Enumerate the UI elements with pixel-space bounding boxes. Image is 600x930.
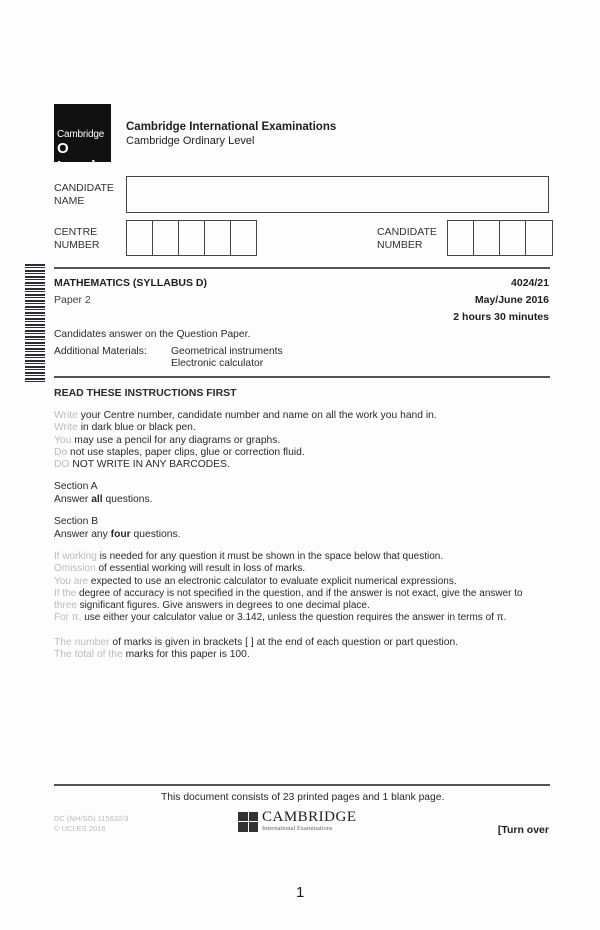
faded-text: You — [54, 434, 72, 446]
org-subtitle: Cambridge Ordinary Level — [126, 135, 255, 147]
brand-subtitle: International Examinations — [262, 825, 333, 832]
label-line: CANDIDATE — [377, 226, 437, 238]
cambridge-shield-icon — [238, 812, 258, 832]
instruction-line — [54, 422, 437, 434]
label-line: NUMBER — [54, 239, 100, 251]
label-line: NAME — [54, 195, 85, 207]
divider — [54, 267, 550, 269]
instruction-text: your Centre number, candidate number and name on all the work you hand in. — [77, 410, 437, 421]
divider — [54, 784, 550, 786]
instruction-text: significant figures. Give answers in degrees to one decimal place. — [76, 600, 370, 612]
cambridge-brand — [238, 810, 357, 833]
candidate-number-field[interactable] — [447, 220, 553, 256]
candidate-name-field[interactable] — [126, 176, 549, 213]
copyright: © UCLES 2016 — [54, 824, 106, 833]
marks-instructions — [54, 637, 458, 662]
instruction-text: use either your calculator value or 3.142, unless the question requires the answer in terms of π. — [81, 612, 507, 624]
instruction-text: not use staples, paper clips, glue or correction fluid. — [67, 446, 305, 458]
instruction-line — [54, 447, 437, 459]
digit-box[interactable] — [448, 221, 474, 255]
label-line: CANDIDATE — [54, 182, 114, 194]
label-line: CENTRE — [54, 226, 98, 238]
instruction-text: in dark blue or black pen. — [77, 422, 196, 434]
instructions-heading: READ THESE INSTRUCTIONS FIRST — [54, 387, 237, 399]
instruction-line — [54, 459, 437, 471]
pages-note: This document consists of 23 printed pages and 1 blank page. — [161, 792, 445, 803]
logo-line-2: O Level — [57, 140, 96, 175]
instruction-text: marks for this paper is 100. — [122, 649, 250, 661]
bold-text: all — [91, 493, 103, 505]
digit-box[interactable] — [127, 221, 153, 255]
logo-line-1: Cambridge — [57, 129, 105, 140]
instruction-text: of essential working will result in loss of marks. — [95, 563, 306, 575]
faded-text: For π, — [54, 612, 82, 624]
faded-text: Do — [54, 446, 68, 458]
cambridge-o-level-logo — [54, 104, 111, 175]
material-item: Electronic calculator — [171, 358, 264, 369]
turn-over: [Turn over — [497, 824, 549, 836]
instruction-line — [54, 410, 437, 422]
divider — [54, 376, 550, 378]
instruction-text: of marks is given in brackets [ ] at the end of each question or part question. — [109, 637, 459, 648]
candidate-number-label — [377, 226, 437, 252]
instruction-line — [54, 576, 523, 588]
org-title: Cambridge International Examinations — [126, 121, 337, 133]
digit-box[interactable] — [526, 221, 552, 255]
section-title: Section B — [54, 516, 99, 527]
digit-box[interactable] — [500, 221, 526, 255]
instruction-text: is needed for any question it must be shown in the space below that question. — [96, 551, 444, 562]
centre-number-field[interactable] — [126, 220, 257, 256]
section-a — [54, 481, 152, 506]
subject-title: MATHEMATICS (SYLLABUS D) — [54, 277, 208, 289]
instruction-text: NOT WRITE IN ANY BARCODES. — [69, 459, 230, 471]
text: Answer any — [54, 528, 111, 540]
faded-text: You are — [54, 575, 89, 587]
exam-session: May/June 2016 — [474, 294, 549, 306]
paper-number: Paper 2 — [54, 294, 91, 306]
faded-text: Omission — [54, 563, 96, 575]
instruction-line — [54, 637, 458, 649]
instruction-text: expected to use an electronic calculator to evaluate explicit numerical expressions. — [88, 575, 457, 587]
centre-number-label — [54, 226, 100, 252]
faded-text: Write — [54, 410, 78, 421]
text: questions. — [130, 528, 181, 540]
faded-text: The number — [54, 637, 110, 648]
syllabus-code: 4024/21 — [511, 277, 549, 289]
material-item: Geometrical instruments — [171, 346, 283, 357]
digit-box[interactable] — [179, 221, 205, 255]
digit-box[interactable] — [231, 221, 256, 255]
instruction-line — [54, 435, 437, 447]
digit-box[interactable] — [153, 221, 179, 255]
candidate-name-label — [54, 182, 114, 208]
instruction-line — [54, 612, 523, 624]
faded-text: The total of the — [54, 649, 123, 661]
document-reference — [54, 814, 128, 834]
brand-name: CAMBRIDGE — [262, 809, 357, 825]
instruction-line — [54, 563, 523, 575]
instruction-line — [54, 588, 523, 600]
instruction-line — [54, 551, 523, 563]
general-instructions — [54, 410, 437, 471]
working-instructions — [54, 551, 523, 625]
section-rule — [54, 494, 152, 507]
instruction-line — [54, 600, 523, 612]
answer-note: Candidates answer on the Question Paper. — [54, 329, 251, 340]
faded-text: If working — [54, 551, 97, 562]
faded-text: If the — [54, 587, 77, 599]
section-title: Section A — [54, 481, 98, 492]
section-rule — [54, 529, 181, 542]
barcode — [25, 264, 45, 382]
text: Answer — [54, 493, 92, 505]
ref-code: DC (NH/SG) 115632/3 — [54, 814, 129, 823]
digit-box[interactable] — [205, 221, 231, 255]
faded-text: DO — [54, 459, 70, 471]
faded-text: Write — [54, 422, 78, 434]
digit-box[interactable] — [474, 221, 500, 255]
label-line: NUMBER — [377, 239, 423, 251]
exam-duration: 2 hours 30 minutes — [453, 311, 549, 323]
instruction-text: degree of accuracy is not specified in the question, and if the answer is not exact, give the answer to — [76, 587, 523, 599]
instruction-text: may use a pencil for any diagrams or graphs. — [71, 434, 281, 446]
page-number: 1 — [296, 884, 305, 901]
materials-label: Additional Materials: — [54, 346, 147, 357]
instruction-line — [54, 649, 458, 661]
section-b — [54, 516, 181, 541]
bold-text: four — [110, 528, 131, 540]
text: questions. — [102, 493, 153, 505]
faded-text: three — [54, 600, 77, 612]
